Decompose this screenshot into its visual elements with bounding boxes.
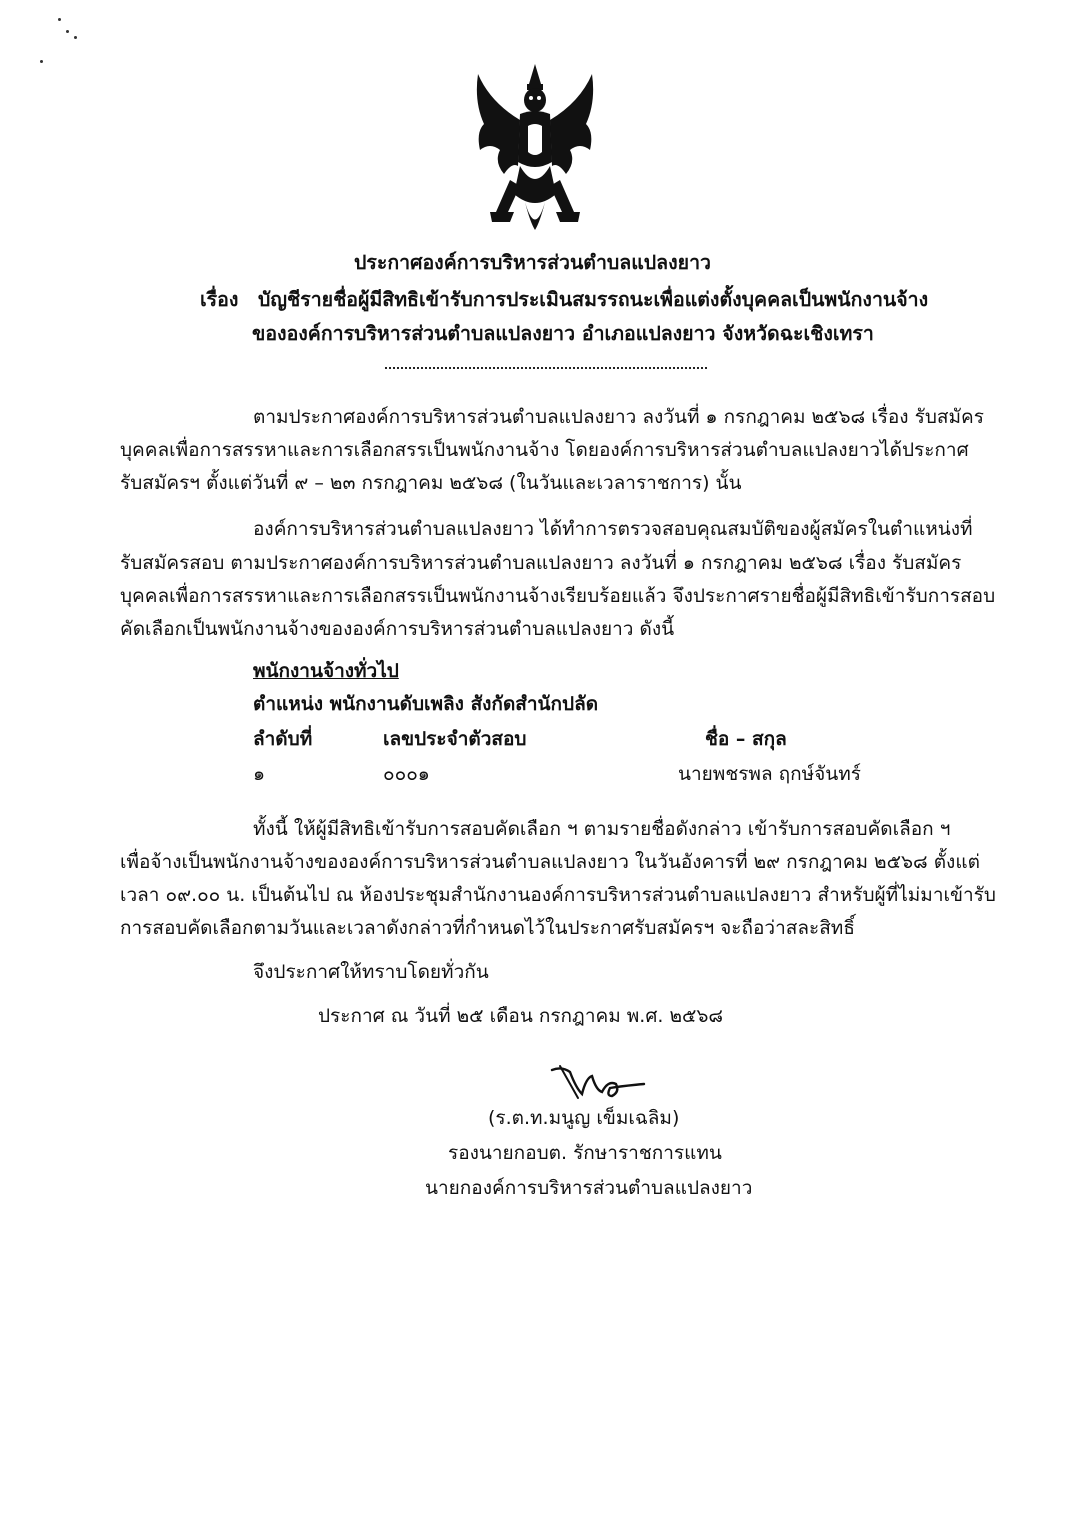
table-header-exam-id: เลขประจำตัวสอบ xyxy=(383,728,527,750)
para2-line: คัดเลือกเป็นพนักงานจ้างขององค์การบริหารส่วนตำบลแปลงยาว ดังนี้ xyxy=(120,618,675,640)
handwritten-signature-icon xyxy=(548,1062,648,1106)
table-cell-name: นายพชรพล ฤกษ์จันทร์ xyxy=(678,763,862,785)
para1-line: รับสมัครฯ ตั้งแต่วันที่ ๙ – ๒๓ กรกฎาคม ๒๕๖๘ (ในวันและเวลาราชการ) นั้น xyxy=(120,472,742,494)
garuda-emblem-icon xyxy=(470,62,600,237)
table-cell-exam-id: ๐๐๐๑ xyxy=(383,763,430,785)
para1-line: ตามประกาศองค์การบริหารส่วนตำบลแปลงยาว ลงวันที่ ๑ กรกฎาคม ๒๕๖๘ เรื่อง รับสมัคร xyxy=(253,406,984,428)
header-divider xyxy=(385,367,707,369)
para2-line: บุคคลเพื่อการสรรหาและการเลือกสรรเป็นพนักงานจ้างเรียบร้อยแล้ว จึงประกาศรายชื่อผู้มีสิทธิเข้ารับการสอบ xyxy=(120,585,996,607)
position-line: ตำแหน่ง พนักงานดับเพลิง สังกัดสำนักปลัด xyxy=(253,693,599,715)
table-header-order: ลำดับที่ xyxy=(253,728,313,750)
table-header-name: ชื่อ – สกุล xyxy=(705,728,787,750)
table-cell-order: ๑ xyxy=(253,763,266,785)
announcement-date: ประกาศ ณ วันที่ ๒๕ เดือน กรกฎาคม พ.ศ. ๒๕๖๘ xyxy=(318,1005,724,1027)
para2-line: รับสมัครสอบ ตามประกาศองค์การบริหารส่วนตำบลแปลงยาว ลงวันที่ ๑ กรกฎาคม ๒๕๖๘ เรื่อง รับสมัคร xyxy=(120,552,962,574)
scan-speck xyxy=(66,30,69,33)
para2-line: องค์การบริหารส่วนตำบลแปลงยาว ได้ทำการตรวจสอบคุณสมบัติของผู้สมัครในตำแหน่งที่ xyxy=(253,518,973,540)
announcement-title: ประกาศองค์การบริหารส่วนตำบลแปลงยาว xyxy=(354,251,711,274)
para3-line: ทั้งนี้ ให้ผู้มีสิทธิเข้ารับการสอบคัดเลือก ฯ ตามรายชื่อดังกล่าว เข้ารับการสอบคัดเลือก ฯ xyxy=(253,818,951,840)
subject-line-1: บัญชีรายชื่อผู้มีสิทธิเข้ารับการประเมินสมรรถนะเพื่อแต่งตั้งบุคคลเป็นพนักงานจ้าง xyxy=(258,288,929,311)
scan-speck xyxy=(74,36,77,39)
closing-line: จึงประกาศให้ทราบโดยทั่วกัน xyxy=(253,961,489,983)
signatory-name: (ร.ต.ท.มนูญ เข็มเฉลิม) xyxy=(488,1107,680,1129)
subject-line-2: ขององค์การบริหารส่วนตำบลแปลงยาว อำเภอแปลงยาว จังหวัดฉะเชิงเทรา xyxy=(252,322,874,345)
scan-speck xyxy=(58,18,61,21)
signatory-title-1: รองนายกอบต. รักษาราชการแทน xyxy=(448,1142,722,1164)
subject-label: เรื่อง xyxy=(200,288,239,311)
para3-line: เพื่อจ้างเป็นพนักงานจ้างขององค์การบริหารส่วนตำบลแปลงยาว ในวันอังคารที่ ๒๙ กรกฎาคม ๒๕๖๘ ตั้งแต่ xyxy=(120,851,980,873)
para1-line: บุคคลเพื่อการสรรหาและการเลือกสรรเป็นพนักงานจ้าง โดยองค์การบริหารส่วนตำบลแปลงยาวได้ประกาศ xyxy=(120,439,969,461)
para3-line: การสอบคัดเลือกตามวันและเวลาดังกล่าวที่กำหนดไว้ในประกาศรับสมัครฯ จะถือว่าสละสิทธิ์ xyxy=(120,917,855,939)
signatory-title-2: นายกองค์การบริหารส่วนตำบลแปลงยาว xyxy=(425,1177,753,1199)
section-heading: พนักงานจ้างทั่วไป xyxy=(253,660,399,682)
scan-speck xyxy=(40,60,43,63)
para3-line: เวลา ๐๙.๐๐ น. เป็นต้นไป ณ ห้องประชุมสำนักงานองค์การบริหารส่วนตำบลแปลงยาว สำหรับผู้ที่ไม่มาเข้ารับ xyxy=(120,884,996,906)
